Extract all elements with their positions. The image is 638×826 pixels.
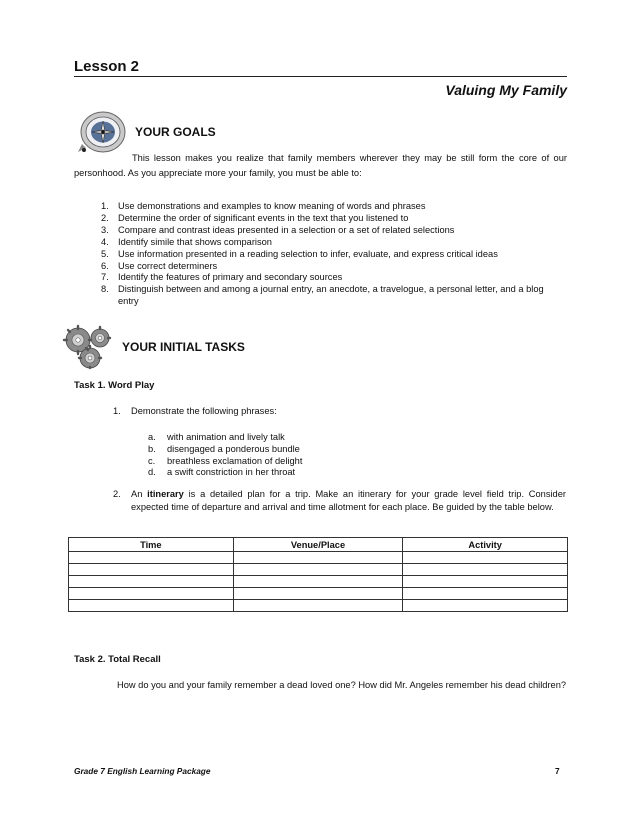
list-item (101, 249, 566, 261)
table-cell (233, 576, 403, 588)
list-number: 5. (101, 248, 109, 259)
table-cell (403, 588, 568, 600)
page-number: 7 (555, 766, 560, 776)
task1-item2 (113, 488, 566, 513)
table-row (69, 600, 568, 612)
gears-icon (60, 322, 118, 375)
list-item (148, 467, 302, 479)
goals-heading: YOUR GOALS (135, 125, 216, 139)
column-header-time: Time (69, 538, 234, 552)
list-number: 1. (113, 406, 121, 416)
list-item (101, 272, 566, 284)
list-text: with animation and lively talk (167, 432, 285, 442)
list-text: Identify the features of primary and secondary sources (118, 272, 343, 283)
list-item (148, 444, 302, 456)
list-item (101, 261, 566, 273)
list-text: Use information presented in a reading selection to infer, evaluate, and express critical ideas (118, 248, 498, 259)
task2-question-text: How do you and your family remember a dead loved one? How did Mr. Angeles remember his dead children? (117, 680, 567, 690)
table-cell (69, 552, 234, 564)
table-cell (233, 600, 403, 612)
table-cell (69, 576, 234, 588)
list-text: Distinguish between and among a journal entry, an anecdote, a travelogue, a personal letter, and a blog entry (118, 284, 544, 307)
list-text: disengaged a ponderous bundle (167, 443, 300, 454)
item2-bold-term: itinerary (147, 489, 184, 499)
list-item (148, 456, 302, 468)
list-number: 2. (101, 212, 109, 223)
tasks-heading: YOUR INITIAL TASKS (122, 340, 245, 354)
list-number: 1. (101, 201, 109, 211)
list-text: Use demonstrations and examples to know meaning of words and phrases (118, 201, 426, 211)
list-number: 6. (101, 260, 109, 271)
column-header-venue: Venue/Place (233, 538, 403, 552)
list-text: breathless exclamation of delight (167, 455, 303, 466)
list-item (101, 213, 566, 225)
list-text: Determine the order of significant events in the text that you listened to (118, 212, 409, 223)
list-item (101, 201, 566, 213)
goals-intro (74, 151, 567, 180)
item2-post: is a detailed plan for a trip. Make an itinerary for your grade level field trip. Consider expected time of departure and arrival and time allotment for each place. Be guided by the table below. (131, 489, 566, 512)
list-number: 2. (113, 489, 121, 499)
list-number: 8. (101, 284, 109, 295)
phrase-list (148, 432, 302, 479)
list-text: Demonstrate the following phrases: (131, 406, 277, 416)
column-header-activity: Activity (403, 538, 568, 552)
list-item (101, 237, 566, 249)
list-text: Identify simile that shows comparison (118, 236, 272, 247)
table-cell (403, 600, 568, 612)
list-item (101, 225, 566, 237)
task2-question (74, 678, 567, 693)
table-row (69, 564, 568, 576)
table-cell (403, 564, 568, 576)
table-cell (69, 588, 234, 600)
list-letter: d. (148, 467, 156, 478)
list-item (148, 432, 302, 444)
list-text (131, 488, 566, 513)
list-text: a swift constriction in her throat (167, 467, 296, 478)
header-rule (74, 76, 567, 77)
task1-title: Task 1. Word Play (74, 380, 155, 391)
list-text: Use correct determiners (118, 260, 218, 271)
table-row (69, 576, 568, 588)
table-row (69, 588, 568, 600)
itinerary-table (68, 537, 568, 612)
table-cell (233, 564, 403, 576)
list-text: Compare and contrast ideas presented in a selection or a set of related selections (118, 224, 455, 235)
item2-pre: An (131, 489, 148, 499)
goals-intro-text: This lesson makes you realize that family members wherever they may be still form the core of our personhood. As you appreciate more your family, you must be able to: (74, 153, 567, 178)
lesson-title: Valuing My Family (445, 82, 567, 98)
table-cell (233, 588, 403, 600)
table-cell (403, 552, 568, 564)
list-letter: a. (148, 432, 156, 442)
list-item (101, 284, 566, 308)
list-number: 3. (101, 224, 109, 235)
goals-list (101, 201, 566, 308)
table-cell (69, 564, 234, 576)
table-header-row (69, 538, 568, 552)
list-letter: c. (148, 455, 156, 466)
table-cell (69, 600, 234, 612)
list-number: 4. (101, 236, 109, 247)
lesson-label: Lesson 2 (74, 58, 140, 75)
table-row (69, 552, 568, 564)
task2-title: Task 2. Total Recall (74, 654, 161, 665)
list-letter: b. (148, 443, 156, 454)
list-number: 7. (101, 272, 109, 283)
table-cell (403, 576, 568, 588)
table-cell (233, 552, 403, 564)
footer-title: Grade 7 English Learning Package (74, 766, 211, 776)
